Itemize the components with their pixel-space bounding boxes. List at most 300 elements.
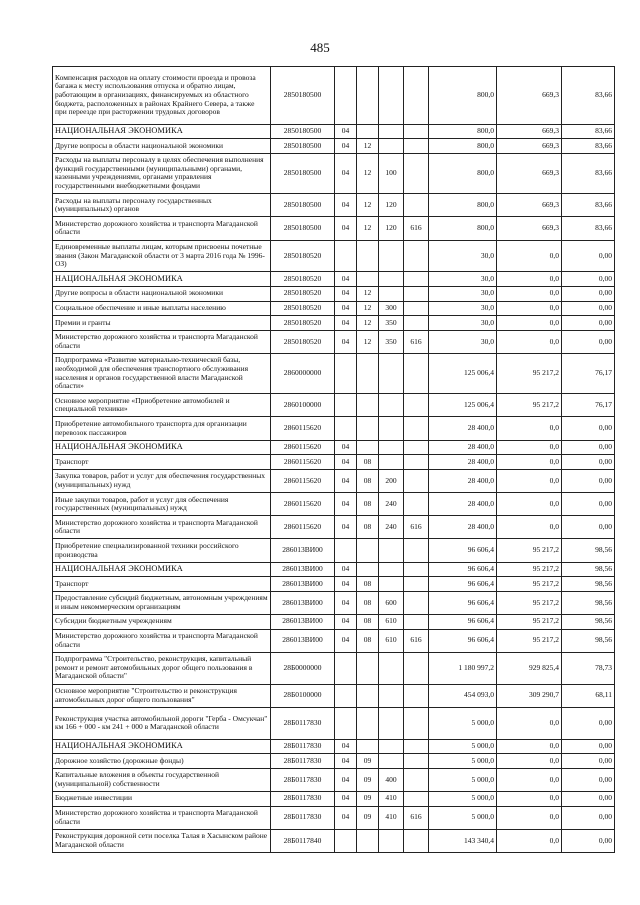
row-section [335,394,357,417]
row-administrator [404,417,429,440]
row-code: 2850180500 [271,194,335,217]
row-fact: 95 217,2 [497,577,562,592]
row-code: 2850180500 [271,139,335,154]
row-expense-type: 350 [379,316,404,331]
row-percent: 68,11 [562,684,615,707]
row-administrator [404,240,429,272]
row-expense-type: 120 [379,194,404,217]
row-plan: 5 000,0 [429,739,497,754]
row-subsection [357,240,379,272]
row-fact: 0,0 [497,806,562,829]
row-fact: 0,0 [497,272,562,287]
row-plan: 28 400,0 [429,440,497,455]
row-administrator [404,577,429,592]
table-row [53,577,615,592]
row-percent: 98,56 [562,591,615,614]
table-row [53,469,615,492]
row-plan: 96 606,4 [429,614,497,629]
table-row [53,330,615,353]
row-name: Компенсация расходов на оплату стоимости проезда и провоза багажа к месту использования отпуска и обратно лицам, работающим в организациях, финансируемых из областного бюджета, расположенных в районах Крайнего Севера, а также при переезде при расторжении трудовых договоров [53,67,271,125]
row-subsection [357,652,379,684]
row-name: Закупка товаров, работ и услуг для обеспечения государственных (муниципальных) нужд [53,469,271,492]
row-fact: 0,0 [497,286,562,301]
row-percent: 0,00 [562,440,615,455]
row-section: 04 [335,124,357,139]
row-expense-type [379,707,404,739]
row-administrator [404,684,429,707]
row-fact: 0,0 [497,707,562,739]
row-code: 286013ВИ00 [271,577,335,592]
row-section [335,652,357,684]
row-plan: 30,0 [429,316,497,331]
row-code: 28Б0117830 [271,754,335,769]
row-expense-type [379,577,404,592]
row-subsection: 12 [357,330,379,353]
row-administrator: 616 [404,516,429,539]
row-expense-type [379,739,404,754]
row-name: НАЦИОНАЛЬНАЯ ЭКОНОМИКА [53,739,271,754]
row-administrator [404,286,429,301]
row-subsection: 12 [357,316,379,331]
row-fact: 669,3 [497,139,562,154]
row-expense-type: 300 [379,301,404,316]
table-row [53,67,615,125]
row-administrator [404,829,429,852]
row-plan: 30,0 [429,286,497,301]
table-row [53,272,615,287]
row-plan: 454 093,0 [429,684,497,707]
row-administrator: 616 [404,330,429,353]
row-expense-type: 350 [379,330,404,353]
row-fact: 0,0 [497,739,562,754]
row-name: Реконструкция дорожной сети поселка Талая в Хасынском районе Магаданской области [53,829,271,852]
row-plan: 800,0 [429,153,497,193]
row-code: 2860115620 [271,455,335,470]
row-plan: 800,0 [429,217,497,240]
row-section [335,67,357,125]
row-subsection: 08 [357,591,379,614]
table-row [53,301,615,316]
row-code: 28Б0117830 [271,791,335,806]
row-fact: 0,0 [497,316,562,331]
row-code: 286013ВИ00 [271,562,335,577]
table-row [53,754,615,769]
table-row [53,316,615,331]
row-fact: 0,0 [497,754,562,769]
row-section: 04 [335,516,357,539]
row-code: 28Б0117830 [271,707,335,739]
row-code: 28Б0117830 [271,768,335,791]
row-expense-type [379,417,404,440]
row-section: 04 [335,562,357,577]
row-expense-type: 240 [379,516,404,539]
row-percent: 0,00 [562,768,615,791]
row-fact: 0,0 [497,493,562,516]
row-percent: 0,00 [562,240,615,272]
row-name: Министерство дорожного хозяйства и транспорта Магаданской области [53,330,271,353]
row-expense-type [379,394,404,417]
row-name: Подпрограмма «Развитие материально-технической базы, необходимой для обеспечения транспортного обслуживания населения и органов государственной власти Магаданской области» [53,353,271,393]
row-expense-type [379,124,404,139]
table-row [53,629,615,652]
row-subsection [357,829,379,852]
row-percent: 83,66 [562,153,615,193]
row-name: Бюджетные инвестиции [53,791,271,806]
row-section [335,417,357,440]
row-subsection: 08 [357,614,379,629]
row-name: НАЦИОНАЛЬНАЯ ЭКОНОМИКА [53,124,271,139]
row-subsection: 08 [357,455,379,470]
row-expense-type [379,67,404,125]
row-subsection [357,124,379,139]
row-percent: 0,00 [562,791,615,806]
row-plan: 96 606,4 [429,562,497,577]
row-section: 04 [335,153,357,193]
row-code: 2860115620 [271,417,335,440]
row-percent: 0,00 [562,493,615,516]
row-plan: 5 000,0 [429,707,497,739]
row-name: НАЦИОНАЛЬНАЯ ЭКОНОМИКА [53,562,271,577]
row-subsection [357,272,379,287]
row-code: 2860115620 [271,493,335,516]
row-expense-type [379,829,404,852]
row-expense-type: 610 [379,629,404,652]
row-code: 2850180500 [271,153,335,193]
row-fact: 669,3 [497,217,562,240]
row-percent: 98,56 [562,539,615,562]
row-name: Основное мероприятие «Приобретение автомобилей и специальной техники» [53,394,271,417]
row-section [335,240,357,272]
row-subsection: 12 [357,286,379,301]
row-subsection: 08 [357,469,379,492]
row-expense-type [379,139,404,154]
row-fact: 0,0 [497,469,562,492]
row-plan: 5 000,0 [429,791,497,806]
row-section: 04 [335,316,357,331]
row-administrator [404,614,429,629]
row-name: Другие вопросы в области национальной экономики [53,139,271,154]
row-code: 286013ВИ00 [271,591,335,614]
row-section: 04 [335,614,357,629]
row-percent: 83,66 [562,124,615,139]
row-fact: 669,3 [497,194,562,217]
row-subsection [357,539,379,562]
row-administrator [404,469,429,492]
row-name: Единовременные выплаты лицам, которым присвоены почетные звания (Закон Магаданской области от 3 марта 2016 года № 1996-ОЗ) [53,240,271,272]
row-fact: 95 217,2 [497,562,562,577]
row-expense-type: 240 [379,493,404,516]
row-fact: 0,0 [497,440,562,455]
row-expense-type [379,353,404,393]
row-fact: 669,3 [497,124,562,139]
row-section: 04 [335,493,357,516]
row-code: 2850180520 [271,301,335,316]
row-section: 04 [335,469,357,492]
table-row [53,652,615,684]
row-subsection [357,353,379,393]
row-name: Другие вопросы в области национальной экономики [53,286,271,301]
row-administrator [404,67,429,125]
row-expense-type [379,539,404,562]
row-name: Социальное обеспечение и иные выплаты населению [53,301,271,316]
row-section: 04 [335,806,357,829]
row-code: 2850180500 [271,217,335,240]
table-row [53,217,615,240]
row-percent: 83,66 [562,139,615,154]
row-name: Премии и гранты [53,316,271,331]
table-row [53,614,615,629]
row-plan: 28 400,0 [429,469,497,492]
row-code: 2850180520 [271,330,335,353]
row-code: 2850180500 [271,124,335,139]
row-percent: 0,00 [562,469,615,492]
row-expense-type: 200 [379,469,404,492]
row-administrator [404,139,429,154]
row-expense-type: 400 [379,768,404,791]
row-name: Основное мероприятие "Строительство и реконструкция автомобильных дорог общего пользования" [53,684,271,707]
row-subsection [357,394,379,417]
row-administrator [404,124,429,139]
row-percent: 0,00 [562,707,615,739]
row-expense-type [379,754,404,769]
table-row [53,768,615,791]
row-plan: 5 000,0 [429,806,497,829]
row-subsection: 12 [357,139,379,154]
row-administrator [404,353,429,393]
row-percent: 0,00 [562,417,615,440]
row-section: 04 [335,754,357,769]
row-plan: 30,0 [429,301,497,316]
row-fact: 95 217,2 [497,629,562,652]
row-expense-type: 410 [379,806,404,829]
table-row [53,739,615,754]
row-section: 04 [335,301,357,316]
row-plan: 800,0 [429,139,497,154]
table-row [53,516,615,539]
row-plan: 5 000,0 [429,768,497,791]
row-name: Приобретение специализированной техники российского производства [53,539,271,562]
row-name: Капитальные вложения в объекты государственной (муниципальной) собственности [53,768,271,791]
row-code: 28Б0000000 [271,652,335,684]
row-plan: 96 606,4 [429,539,497,562]
row-percent: 0,00 [562,829,615,852]
row-section: 04 [335,194,357,217]
row-subsection: 12 [357,194,379,217]
table-row [53,791,615,806]
row-plan: 1 180 997,2 [429,652,497,684]
row-name: Реконструкция участка автомобильной дороги "Герба - Омсукчан" км 166 + 000 - км 241 + 000 в Магаданской области [53,707,271,739]
row-expense-type: 100 [379,153,404,193]
row-fact: 669,3 [497,153,562,193]
row-fact: 0,0 [497,417,562,440]
row-name: Расходы на выплаты персоналу государственных (муниципальных) органов [53,194,271,217]
row-code: 2860000000 [271,353,335,393]
row-code: 286013ВИ00 [271,629,335,652]
row-section: 04 [335,591,357,614]
row-percent: 0,00 [562,455,615,470]
row-administrator [404,194,429,217]
row-section [335,353,357,393]
row-administrator [404,754,429,769]
row-code: 286013ВИ00 [271,614,335,629]
table-row [53,707,615,739]
row-percent: 0,00 [562,316,615,331]
table-row [53,684,615,707]
row-administrator: 616 [404,806,429,829]
row-name: Предоставление субсидий бюджетным, автономным учреждениям и иным некоммерческим организациям [53,591,271,614]
row-administrator [404,562,429,577]
row-plan: 96 606,4 [429,577,497,592]
row-name: Подпрограмма "Строительство, реконструкция, капитальный ремонт и ремонт автомобильных дорог общего пользования в Магаданской области" [53,652,271,684]
row-fact: 309 290,7 [497,684,562,707]
row-plan: 5 000,0 [429,754,497,769]
row-section: 04 [335,791,357,806]
row-fact: 929 825,4 [497,652,562,684]
row-name: Министерство дорожного хозяйства и транспорта Магаданской области [53,806,271,829]
row-percent: 0,00 [562,739,615,754]
row-percent: 0,00 [562,516,615,539]
row-subsection [357,562,379,577]
row-fact: 95 217,2 [497,539,562,562]
row-name: НАЦИОНАЛЬНАЯ ЭКОНОМИКА [53,272,271,287]
row-administrator [404,153,429,193]
row-name: Министерство дорожного хозяйства и транспорта Магаданской области [53,629,271,652]
row-fact: 0,0 [497,301,562,316]
row-section: 04 [335,330,357,353]
row-name: Министерство дорожного хозяйства и транспорта Магаданской области [53,516,271,539]
row-administrator [404,539,429,562]
row-percent: 76,17 [562,394,615,417]
row-name: Министерство дорожного хозяйства и транспорта Магаданской области [53,217,271,240]
row-administrator: 616 [404,217,429,240]
table-row [53,539,615,562]
row-percent: 83,66 [562,194,615,217]
row-administrator [404,394,429,417]
row-percent: 0,00 [562,272,615,287]
row-name: Иные закупки товаров, работ и услуг для обеспечения государственных (муниципальных) нужд [53,493,271,516]
row-plan: 96 606,4 [429,629,497,652]
row-fact: 669,3 [497,67,562,125]
row-fact: 95 217,2 [497,614,562,629]
row-code: 2850180520 [271,286,335,301]
row-expense-type: 600 [379,591,404,614]
row-fact: 0,0 [497,330,562,353]
row-percent: 0,00 [562,301,615,316]
row-administrator [404,301,429,316]
row-percent: 0,00 [562,806,615,829]
table-row [53,153,615,193]
row-plan: 125 006,4 [429,353,497,393]
row-subsection: 09 [357,754,379,769]
row-name: Расходы на выплаты персоналу в целях обеспечения выполнения функций государственными (муниципальными) органами, казенными учреждениями, органами управления государственными внебюджетными фондами [53,153,271,193]
row-section [335,829,357,852]
table-row [53,353,615,393]
row-plan: 800,0 [429,194,497,217]
row-fact: 0,0 [497,455,562,470]
row-expense-type [379,240,404,272]
row-code: 2850180520 [271,240,335,272]
row-subsection: 09 [357,791,379,806]
row-expense-type [379,455,404,470]
row-percent: 78,73 [562,652,615,684]
row-fact: 0,0 [497,240,562,272]
row-plan: 30,0 [429,272,497,287]
row-plan: 28 400,0 [429,417,497,440]
row-code: 2860115620 [271,440,335,455]
row-administrator [404,591,429,614]
table-row [53,493,615,516]
row-subsection [357,440,379,455]
row-administrator [404,768,429,791]
row-plan: 125 006,4 [429,394,497,417]
row-fact: 95 217,2 [497,353,562,393]
row-percent: 98,56 [562,614,615,629]
row-fact: 95 217,2 [497,591,562,614]
row-subsection [357,739,379,754]
row-subsection [357,684,379,707]
row-subsection: 09 [357,806,379,829]
row-name: Дорожное хозяйство (дорожные фонды) [53,754,271,769]
row-section: 04 [335,217,357,240]
row-subsection [357,707,379,739]
row-expense-type [379,562,404,577]
row-plan: 30,0 [429,240,497,272]
row-plan: 28 400,0 [429,516,497,539]
row-percent: 0,00 [562,754,615,769]
row-percent: 76,17 [562,353,615,393]
table-row [53,394,615,417]
table-row [53,139,615,154]
table-row [53,240,615,272]
row-administrator [404,272,429,287]
row-plan: 28 400,0 [429,455,497,470]
table-row [53,829,615,852]
row-code: 2860115620 [271,469,335,492]
row-administrator [404,493,429,516]
row-administrator [404,739,429,754]
budget-table [52,66,615,853]
row-name: Транспорт [53,577,271,592]
row-administrator [404,440,429,455]
row-subsection: 08 [357,516,379,539]
row-code: 2850180520 [271,272,335,287]
row-percent: 98,56 [562,562,615,577]
row-subsection: 08 [357,629,379,652]
row-subsection: 12 [357,217,379,240]
row-administrator [404,791,429,806]
row-code: 2850180520 [271,316,335,331]
row-plan: 143 340,4 [429,829,497,852]
row-percent: 98,56 [562,629,615,652]
row-administrator [404,316,429,331]
row-plan: 96 606,4 [429,591,497,614]
row-subsection [357,67,379,125]
row-name: Приобретение автомобильного транспорта для организации перевозок пассажиров [53,417,271,440]
row-subsection: 08 [357,577,379,592]
row-subsection: 08 [357,493,379,516]
row-code: 28Б0117840 [271,829,335,852]
row-code: 2850180500 [271,67,335,125]
row-expense-type [379,684,404,707]
row-expense-type [379,440,404,455]
table-row [53,591,615,614]
table-row [53,194,615,217]
row-section [335,539,357,562]
row-plan: 800,0 [429,124,497,139]
row-section: 04 [335,139,357,154]
row-expense-type: 610 [379,614,404,629]
row-code: 286013ВИ00 [271,539,335,562]
